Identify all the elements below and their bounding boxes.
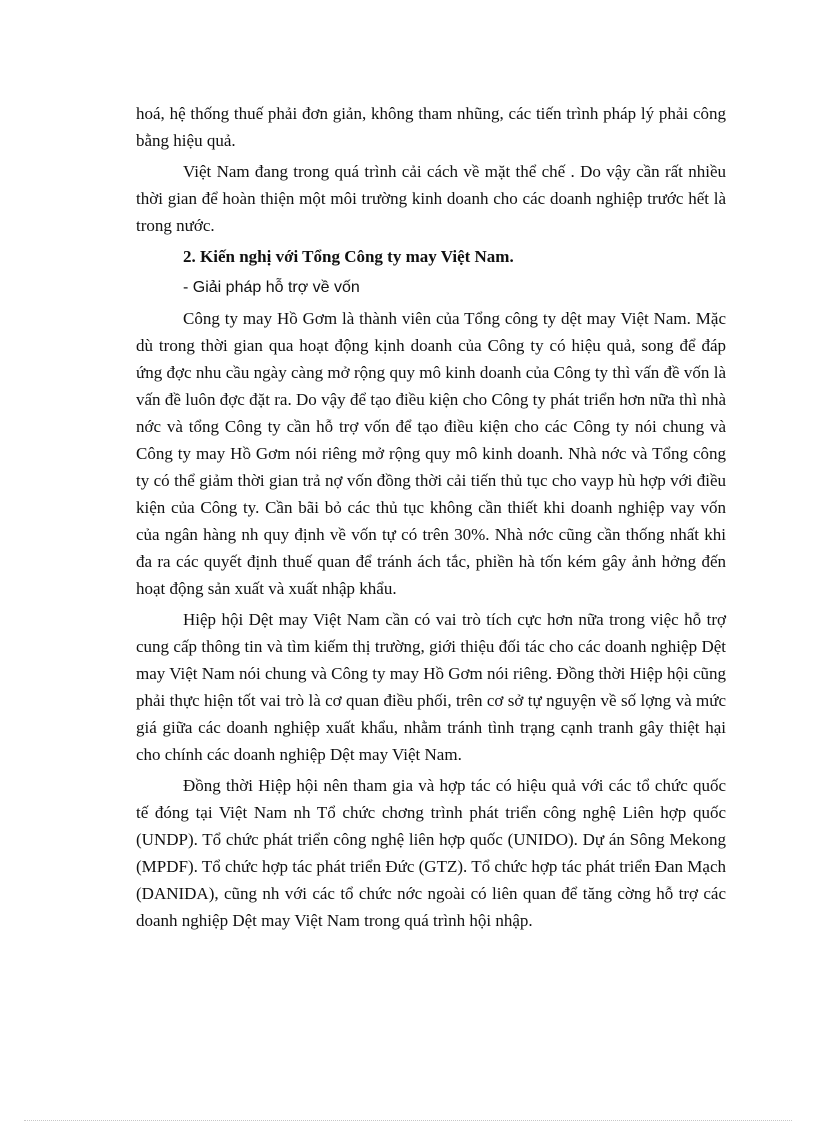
- paragraph-international-cooperation: Đồng thời Hiệp hội nên tham gia và hợp tác có hiệu quả với các tổ chức quốc tế đóng tại Việt Nam nh Tổ chức chơng trình phát triển công nghệ Liên hợp quốc (UNDP). Tổ chức phát triển công nghệ liên hợp quốc (UNIDO). Dự án Sông Mekong (MPDF). Tổ chức hợp tác phát triển Đức (GTZ). Tổ chức hợp tác phát triển Đan Mạch (DANIDA), cũng nh với các tổ chức nớc ngoài có liên quan để tăng cờng hỗ trợ các doanh nghiệp Dệt may Việt Nam trong quá trình hội nhập.: [136, 776, 726, 930]
- document-body: [136, 100, 726, 938]
- paragraph-institutional-reform: Việt Nam đang trong quá trình cải cách về mặt thể chế . Do vậy cần rất nhiều thời gian để hoàn thiện một môi trường kinh doanh cho các doanh nghiệp trước hết là trong nước.: [136, 162, 726, 235]
- paragraph-textile-association: Hiệp hội Dệt may Việt Nam cần có vai trò tích cực hơn nữa trong việc hỗ trợ cung cấp thông tin và tìm kiếm thị trường, giới thiệu đối tác cho các doanh nghiệp Dệt may Việt Nam nói chung và Công ty may Hồ Gơm nói riêng. Đồng thời Hiệp hội cũng phải thực hiện tốt vai trò là cơ quan điều phối, trên cơ sở tự nguyện về số lợng và mức giá giữa các doanh nghiệp xuất khẩu, nhằm tránh tình trạng cạnh tranh gây thiệt hại cho chính các doanh nghiệp Dệt may Việt Nam.: [136, 610, 726, 764]
- section-heading: 2. Kiến nghị với Tổng Công ty may Việt Nam.: [183, 247, 514, 266]
- paragraph-continuation: hoá, hệ thống thuế phải đơn giản, không tham nhũng, các tiến trình pháp lý phải công bằng hiệu quả.: [136, 104, 726, 150]
- paragraph-capital-support: Công ty may Hồ Gơm là thành viên của Tổng công ty dệt may Việt Nam. Mặc dù trong thời gian qua hoạt động kịnh doanh của Công ty có hiệu quả, song để đáp ứng đợc nhu cầu ngày càng mở rộng quy mô kinh doanh của Công ty thì vấn đề vốn là vấn đề luôn đợc đặt ra. Do vậy để tạo điều kiện cho Công ty phát triển hơn nữa thì nhà nớc và tổng Công ty cần hỗ trợ vốn để tạo điều kiện cho các Công ty nói chung và Công ty may Hồ Gơm nói riêng mở rộng quy mô kinh doanh. Nhà nớc và Tổng công ty có thể giảm thời gian trả nợ vốn đồng thời cải tiến thủ tục cho vayp hù hợp với điều kiện của Công ty. Cần bãi bỏ các thủ tục không cần thiết khi doanh nghiệp vay vốn của ngân hàng nh quy định về vốn tự có trên 30%. Nhà nớc cũng cần thống nhất khi đa ra các quyết định thuế quan để tránh ách tắc, phiền hà tốn kém gây ảnh hởng đến hoạt động sản xuất và xuất nhập khẩu.: [136, 309, 726, 598]
- page-bottom-divider: [24, 1120, 792, 1121]
- subheading-capital-support: - Giải pháp hỗ trợ về vốn: [183, 279, 360, 296]
